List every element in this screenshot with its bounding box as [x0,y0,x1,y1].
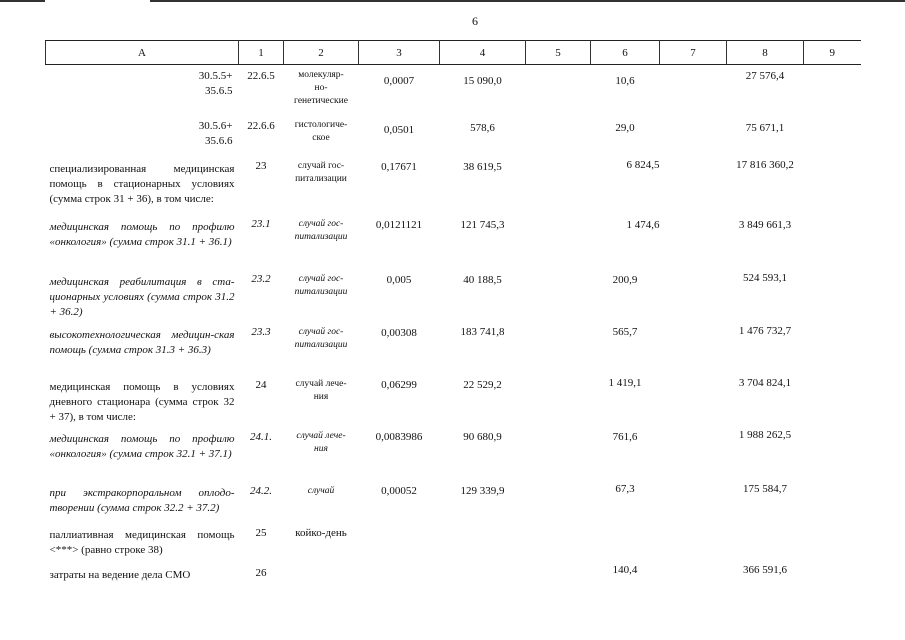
row-code: 23.3 [251,325,271,338]
table-row [46,65,861,119]
column-header-9: 9 [804,41,861,65]
cell-col3: 0,0121121 [375,218,423,231]
cell-col6: 10,6 [615,75,635,87]
table-row [46,322,861,374]
cell-col5 [526,374,591,426]
row-code: 23.2 [251,272,271,285]
cell-col4: 578,6 [470,121,495,134]
column-header-a: A [46,41,239,65]
cell-col5 [526,156,591,214]
cell-col8: 27 576,4 [745,70,785,82]
row-label: медицинская реабилитация в ста-ционарных условиях (сумма строк 31.2 + 36.2) [49,275,235,318]
cell-col7 [660,522,727,558]
row-unit: случай [307,485,335,496]
column-header-1: 1 [239,41,284,65]
row-label: 30.5.5+ 35.6.5 [198,70,233,97]
table-row [46,214,861,269]
cell-col6 [591,522,660,558]
cell-col3 [359,558,440,588]
cell-col8: 3 704 824,1 [738,376,792,389]
cell-col9 [804,522,861,558]
table-row [46,269,861,322]
table-row [46,522,861,558]
cell-col4: 40 188,5 [463,273,502,286]
cell-col6: 1 474,6 [626,218,660,231]
row-unit: койко-день [295,526,347,539]
row-label: паллиативная медицинская помощь <***> (равно строке 38) [49,528,235,556]
cell-col5 [526,269,591,322]
cell-col5 [526,558,591,588]
cell-col7 [660,480,727,522]
cell-col8: 1 476 732,7 [738,324,792,337]
row-label: медицинская помощь в условиях дневного стационара (сумма строк 32 + 37), в том числе: [49,380,235,423]
cell-col5 [526,214,591,269]
row-label: затраты на ведение дела СМО [49,568,191,581]
cell-col4: 121 745,3 [460,218,505,231]
column-header-4: 4 [440,41,526,65]
row-label: медицинская помощь по профилю «онкология» (сумма строк 32.1 + 37.1) [49,432,235,460]
cell-col4: 22 529,2 [463,378,502,391]
cell-col9 [804,119,861,156]
table-row [46,480,861,522]
column-header-5: 5 [526,41,591,65]
row-unit: случай лече- ния [295,378,347,402]
cell-col3: 0,17671 [381,160,417,173]
cell-col4: 183 741,8 [460,325,505,338]
cell-col4 [440,558,526,588]
cell-col5 [526,322,591,374]
row-code: 23.1 [251,217,271,230]
cell-col7 [660,374,727,426]
cell-col6: 29,0 [615,121,635,134]
row-code: 26 [255,566,267,579]
cell-col9 [804,558,861,588]
row-label: медицинская помощь по профилю «онкология» (сумма строк 31.1 + 36.1) [49,220,235,248]
row-unit: случай лече- ния [296,430,346,454]
row-unit [284,558,359,588]
cell-col9 [804,156,861,214]
cell-col6: 67,3 [615,482,635,495]
row-label: специализированная медицинская помощь в стационарных условиях (сумма строк 31 + 36), в том числе: [49,162,235,205]
data-table [45,40,861,588]
cell-col9 [804,269,861,322]
cell-col9 [804,374,861,426]
row-unit: случай гос- питализации [294,326,348,350]
row-label: 30.5.6+ 35.6.6 [198,119,233,147]
cell-col8: 17 816 360,2 [736,158,794,171]
row-code: 24.1. [250,430,272,443]
table-row [46,119,861,156]
column-header-7: 7 [660,41,727,65]
cell-col5 [526,119,591,156]
row-unit: молекуляр- но- генетические [294,70,348,106]
column-header-3: 3 [359,41,440,65]
row-label: при экстракорпоральном оплодо-творении (сумма строк 32.2 + 37.2) [49,486,235,514]
cell-col4: 90 680,9 [463,430,502,443]
cell-col9 [804,214,861,269]
table-row [46,426,861,480]
row-unit: случай гос- питализации [294,273,348,297]
cell-col3: 0,06299 [381,378,417,391]
row-code: 22.6.5 [247,70,275,82]
cell-col4: 129 339,9 [460,484,505,497]
row-unit: случай гос- питализации [294,218,348,242]
header-row [46,41,861,65]
cell-col6: 6 824,5 [626,158,660,171]
table-row [46,374,861,426]
cell-col8: 1 988 262,5 [738,428,792,441]
cell-col4 [440,522,526,558]
cell-col3: 0,00308 [381,326,417,339]
cell-col7 [660,426,727,480]
cell-col5 [526,426,591,480]
table-row [46,558,861,588]
cell-col5 [526,65,591,119]
cell-col3 [359,522,440,558]
cell-col6: 140,4 [612,563,638,576]
cell-col4: 38 619,5 [463,160,502,173]
column-header-2: 2 [284,41,359,65]
cell-col7 [660,156,727,214]
row-code: 24.2. [250,484,272,497]
column-header-6: 6 [591,41,660,65]
cell-col9 [804,65,861,119]
cell-col7 [660,214,727,269]
cell-col9 [804,480,861,522]
column-header-8: 8 [727,41,804,65]
cell-col5 [526,480,591,522]
cell-col9 [804,426,861,480]
cell-col3: 0,0501 [383,123,415,136]
cell-col7 [660,269,727,322]
row-code: 23 [255,159,267,172]
cell-col3: 0,005 [386,273,412,286]
cell-col4: 15 090,0 [463,75,502,87]
row-unit: случай гос- питализации [295,160,347,184]
row-code: 25 [255,526,267,539]
cell-col6: 200,9 [612,273,638,286]
row-unit: гистологиче- ское [294,119,348,143]
cell-col6: 761,6 [612,430,638,443]
table-row [46,156,861,214]
cell-col8: 3 849 661,3 [738,218,792,231]
row-code: 24 [255,378,267,391]
cell-col6: 565,7 [612,325,638,338]
cell-col3: 0,0083986 [375,430,423,443]
cell-col8: 175 584,7 [743,482,787,495]
cell-col8 [727,522,804,558]
top-border-line [0,0,905,2]
page-number: 6 [472,14,478,28]
row-code: 22.6.6 [247,119,275,132]
cell-col8: 524 593,1 [743,271,787,284]
cell-col7 [660,65,727,119]
cell-col6: 1 419,1 [608,376,642,389]
cell-col3: 0,00052 [381,484,417,497]
cell-col3: 0,0007 [383,75,415,87]
cell-col8: 366 591,6 [743,563,787,576]
cell-col9 [804,322,861,374]
cell-col5 [526,522,591,558]
row-label: высокотехнологическая медицин-ская помощь (сумма строк 31.3 + 36.3) [49,328,235,356]
cell-col7 [660,558,727,588]
cell-col7 [660,119,727,156]
cell-col7 [660,322,727,374]
cell-col8: 75 671,1 [745,121,785,134]
